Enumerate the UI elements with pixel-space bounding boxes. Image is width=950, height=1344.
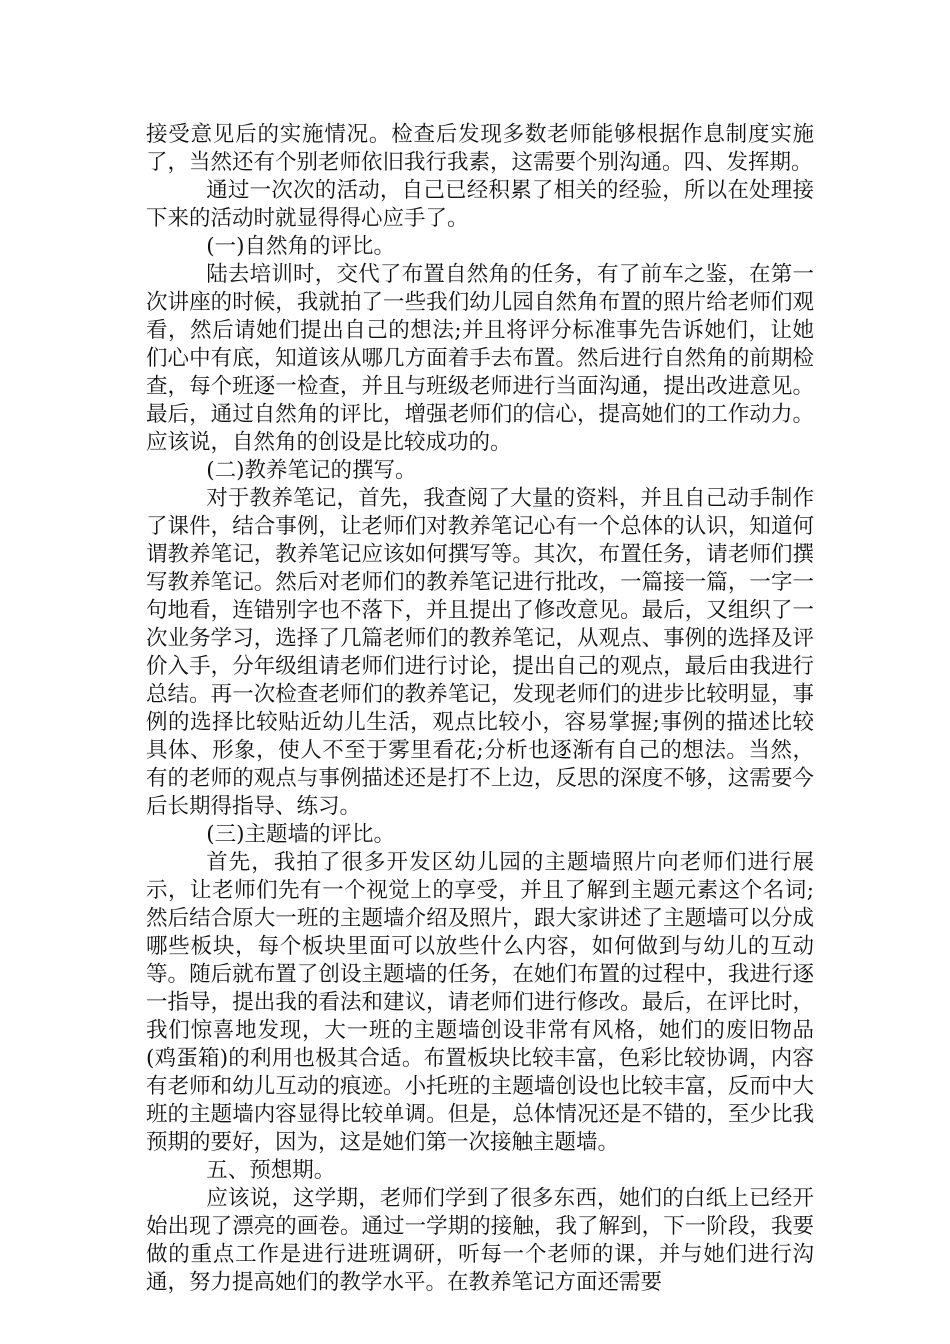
section-heading-education-notes: (二)教养笔记的撰写。 xyxy=(206,458,417,483)
section-heading-theme-wall: (三)主题墙的评比。 xyxy=(206,822,395,847)
paragraph-nature-corner: 陆去培训时，交代了布置自然角的任务，有了前车之鉴，在第一次讲座的时候，我就拍了一些我们幼儿园自然角布置的照片给老师们观看，然后请她们提出自己的想法;并且将评分标准事先告诉她们，让她们心中有底，知道该从哪几方面着手去布置。然后进行自然角的前期检查，每个班逐一检查，并且与班级老师进行当面沟通，提出改进意见。最后，通过自然角的评比，增强老师们的信心，提高她们的工作动力。应该说，自然角的创设是比较成功的。 xyxy=(146,262,814,455)
section-heading-nature-corner: (一)自然角的评比。 xyxy=(206,234,395,259)
paragraph-theme-wall: 首先，我拍了很多开发区幼儿园的主题墙照片向老师们进行展示，让老师们先有一个视觉上的享受，并且了解到主题元素这个名词;然后结合原大一班的主题墙介绍及照片，跟大家讲述了主题墙可以分成哪些板块，每个板块里面可以放些什么内容，如何做到与幼儿的互动等。随后就布置了创设主题墙的任务，在她们布置的过程中，我进行逐一指导，提出我的看法和建议，请老师们进行修改。最后，在评比时，我们惊喜地发现，大一班的主题墙创设非常有风格，她们的废旧物品(鸡蛋箱)的利用也极其合适。布置板块比较丰富，色彩比较协调，内容有老师和幼儿互动的痕迹。小托班的主题墙创设也比较丰富，反而中大班的主题墙内容显得比较单调。但是，总体情况还是不错的，至少比我预期的要好，因为，这是她们第一次接触主题墙。 xyxy=(146,850,814,1155)
paragraph-experience: 通过一次次的活动，自己已经积累了相关的经验，所以在处理接下来的活动时就显得得心应手了。 xyxy=(146,178,814,231)
paragraph-continuation: 接受意见后的实施情况。检查后发现多数老师能够根据作息制度实施了，当然还有个别老师依旧我行我素，这需要个别沟通。四、发挥期。 xyxy=(146,122,814,175)
section-heading-anticipation: 五、预想期。 xyxy=(206,1158,336,1183)
paragraph-anticipation: 应该说，这学期，老师们学到了很多东西，她们的白纸上已经开始出现了漂亮的画卷。通过一学期的接触，我了解到，下一阶段，我要做的重点工作是进行进班调研，听每一个老师的课，并与她们进行沟通，努力提高她们的教学水平。在教养笔记方面还需要 xyxy=(146,1186,814,1295)
document-body xyxy=(146,121,814,1297)
paragraph-education-notes: 对于教养笔记，首先，我查阅了大量的资料，并且自己动手制作了课件，结合事例，让老师们对教养笔记心有一个总体的认识，知道何谓教养笔记，教养笔记应该如何撰写等。其次，布置任务，请老师们撰写教养笔记。然后对老师们的教养笔记进行批改，一篇接一篇，一字一句地看，连错别字也不落下，并且提出了修改意见。最后，又组织了一次业务学习，选择了几篇老师们的教养笔记，从观点、事例的选择及评价入手，分年级组请老师们进行讨论，提出自己的观点，最后由我进行总结。再一次检查老师们的教养笔记，发现老师们的进步比较明显，事例的选择比较贴近幼儿生活，观点比较小，容易掌握;事例的描述比较具体、形象，使人不至于雾里看花;分析也逐渐有自己的想法。当然，有的老师的观点与事例描述还是打不上边，反思的深度不够，这需要今后长期得指导、练习。 xyxy=(146,486,814,819)
